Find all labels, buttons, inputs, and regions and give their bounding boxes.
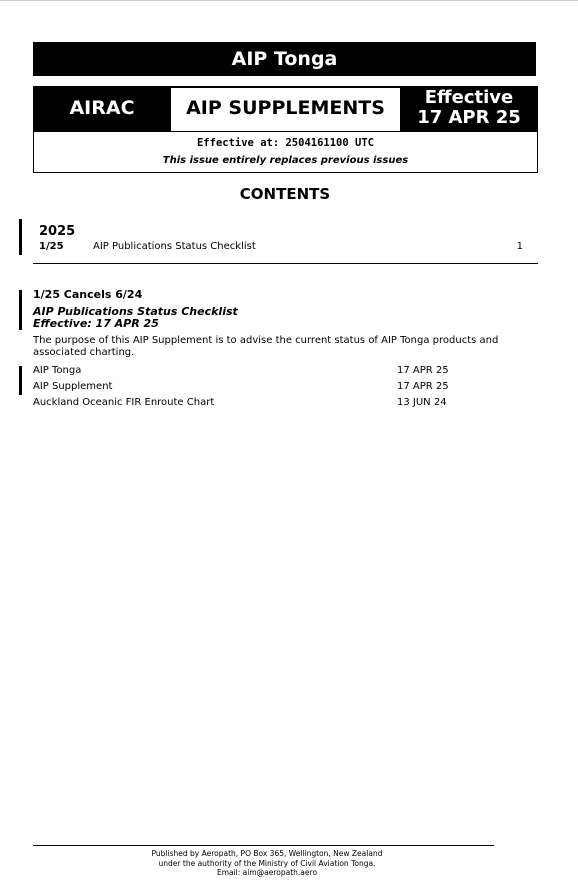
page-top-rule bbox=[0, 0, 578, 1]
status-row bbox=[33, 397, 513, 411]
contents-heading: CONTENTS bbox=[239, 185, 331, 203]
footer-line: under the authority of the Ministry of Civil Aviation Tonga. bbox=[158, 858, 376, 868]
status-name: AIP Tonga bbox=[33, 365, 82, 376]
toc-title: AIP Publications Status Checklist bbox=[93, 241, 256, 252]
effective-block bbox=[400, 86, 538, 132]
status-name: Auckland Oceanic FIR Enroute Chart bbox=[33, 397, 215, 408]
replaces-note: This issue entirely replaces previous issues bbox=[162, 155, 409, 166]
footer-email: Email: aim@aeropath.aero bbox=[216, 868, 318, 877]
supplement-title: AIP Publications Status Checklist bbox=[33, 305, 238, 318]
contents-year: 2025 bbox=[39, 224, 76, 239]
footer-line: Published by Aeropath, PO Box 365, Wellington, New Zealand bbox=[151, 849, 383, 858]
effective-label: Effective bbox=[424, 87, 514, 108]
status-row bbox=[33, 365, 513, 379]
effective-info-box bbox=[33, 132, 538, 173]
supplements-label: AIP SUPPLEMENTS bbox=[171, 86, 400, 132]
change-bar bbox=[19, 290, 22, 330]
status-date: 17 APR 25 bbox=[397, 381, 449, 392]
toc-number: 1/25 bbox=[39, 241, 64, 252]
header-row bbox=[33, 86, 538, 132]
supplement-heading: 1/25 Cancels 6/24 bbox=[33, 288, 143, 301]
status-date: 13 JUN 24 bbox=[397, 397, 447, 408]
airac-label: AIRAC bbox=[33, 86, 171, 132]
publisher-footer bbox=[33, 849, 501, 878]
supplement-effective: Effective: 17 APR 25 bbox=[33, 317, 159, 330]
status-name: AIP Supplement bbox=[33, 381, 113, 392]
effective-date: 17 APR 25 bbox=[417, 107, 521, 128]
section-divider bbox=[33, 263, 538, 264]
status-row bbox=[33, 381, 513, 395]
toc-row[interactable] bbox=[39, 241, 529, 255]
document-title: AIP Tonga bbox=[33, 42, 536, 76]
change-bar bbox=[19, 366, 22, 395]
toc-page: 1 bbox=[516, 241, 523, 252]
supplement-purpose: The purpose of this AIP Supplement is to advise the current status of AIP Tonga products and associated charting. bbox=[33, 335, 499, 358]
effective-at-text: Effective at: 2504161100 UTC bbox=[196, 137, 374, 149]
change-bar bbox=[19, 219, 22, 255]
status-date: 17 APR 25 bbox=[397, 365, 449, 376]
footer-rule bbox=[33, 845, 494, 846]
